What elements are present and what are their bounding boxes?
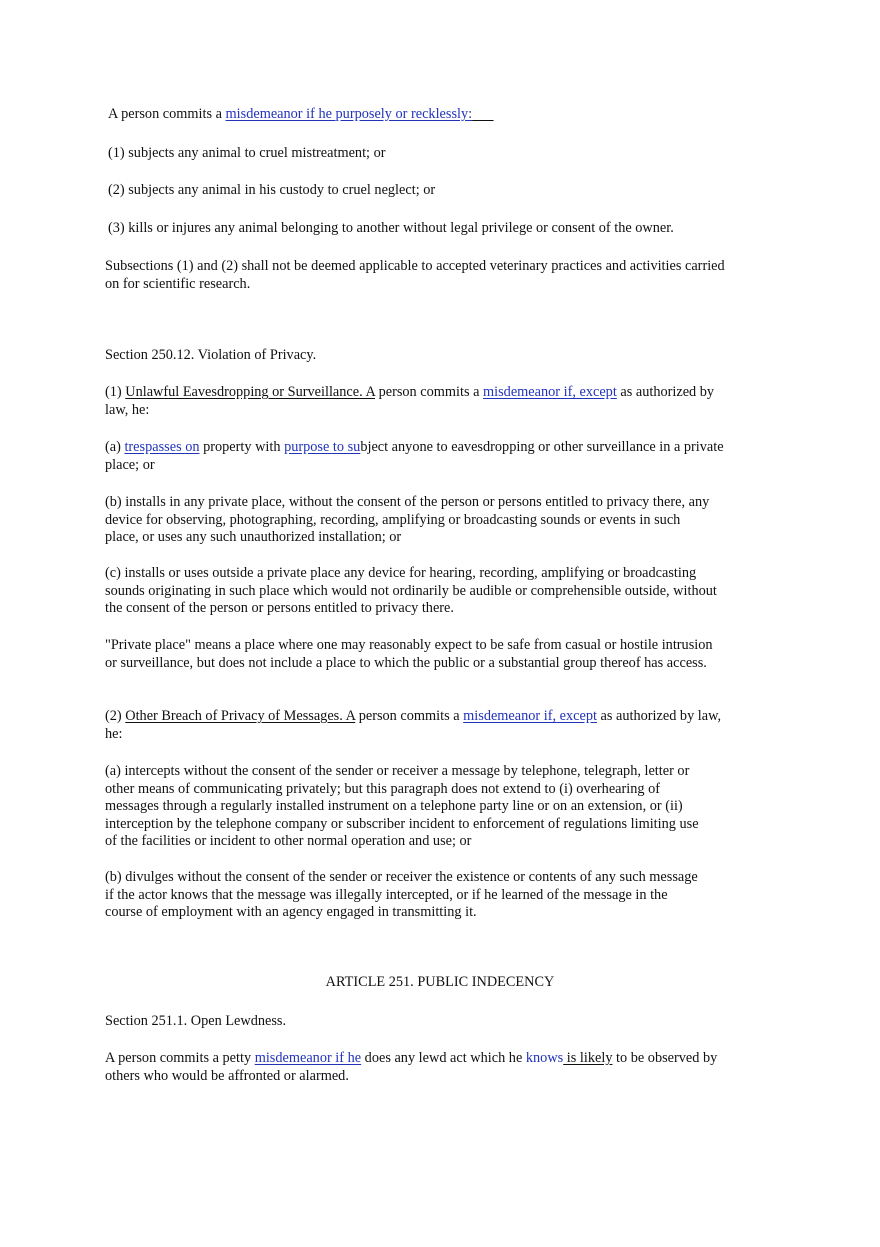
misdemeanor-link[interactable]: misdemeanor if, except [463, 708, 597, 724]
knows-link[interactable]: knows [525, 1050, 564, 1066]
item-3: (3) kills or injures any animal belonging to another without legal privilege or consent of the owner. [108, 220, 674, 236]
article-251-heading: ARTICLE 251. PUBLIC INDECENCY [325, 974, 555, 990]
privacy-1b: (b) installs in any private place, without the consent of the person or persons entitled to privacy there, any device for observing, photographing, recording, amplifying or broadcasting sounds or events in such place, or uses any such unauthorized installation; or [105, 494, 710, 545]
trespasses-link[interactable]: trespasses on [124, 439, 200, 455]
petty-misdemeanor-link[interactable]: misdemeanor if he [254, 1050, 362, 1066]
privacy-paragraph-2: (2) Other Breach of Privacy of Messages. A person commits a misdemeanor if, except as authorized by law, he: [105, 708, 722, 742]
private-place-definition: "Private place" means a place where one may reasonably expect to be safe from casual or hostile intrusion or surveillance, but does not include a place to which the public or a substantial group thereof has access. [105, 637, 713, 671]
privacy-2a: (a) intercepts without the consent of the sender or receiver a message by telephone, telegraph, letter or other means of communicating privately; but this paragraph does not extend to (i) overhearing of messages through a regularly installed instrument on a telephone party line or on an extension, or (ii) interception by the telephone company or subscriber incident to enforcement of regulations limiting use of the facilities or incident to other normal operation and use; or [105, 763, 699, 849]
subsections-note: Subsections (1) and (2) shall not be deemed applicable to accepted veterinary practices and activities carried on for scientific research. [105, 258, 725, 292]
item-1: (1) subjects any animal to cruel mistreatment; or [108, 145, 386, 161]
privacy-2b: (b) divulges without the consent of the sender or receiver the existence or contents of any such message if the actor knows that the message was illegally intercepted, or if he learned of the message in the course of employment with an agency engaged in transmitting it. [105, 869, 698, 920]
item-2: (2) subjects any animal in his custody to cruel neglect; or [108, 182, 436, 198]
open-lewdness-paragraph: A person commits a petty misdemeanor if he does any lewd act which he knows is likely to be observed by others who would be affronted or alarmed. [105, 1050, 718, 1084]
misdemeanor-link[interactable]: misdemeanor if he [225, 106, 336, 122]
section-250-12-title: Section 250.12. Violation of Privacy. [105, 347, 317, 363]
animal-cruelty-intro: A person commits a misdemeanor if he purposely or recklessly: [108, 106, 473, 122]
purpose-link[interactable]: purpose to su [284, 439, 361, 455]
purposely-link[interactable]: purposely or recklessly: [335, 106, 473, 122]
privacy-paragraph-1: (1) Unlawful Eavesdropping or Surveillance. A person commits a misdemeanor if, except as authorized by law, he: [105, 384, 715, 418]
section-251-1-title: Section 251.1. Open Lewdness. [105, 1013, 287, 1029]
privacy-1a: (a) trespasses on property with purpose to subject anyone to eavesdropping or other surveillance in a private place; or [105, 439, 724, 473]
privacy-1c: (c) installs or uses outside a private place any device for hearing, recording, amplifying or broadcasting sounds originating in such place which would not ordinarily be audible or comprehensible outside, without the consent of the person or persons entitled to privacy there. [105, 565, 717, 616]
misdemeanor-link[interactable]: misdemeanor if, except [483, 384, 617, 400]
